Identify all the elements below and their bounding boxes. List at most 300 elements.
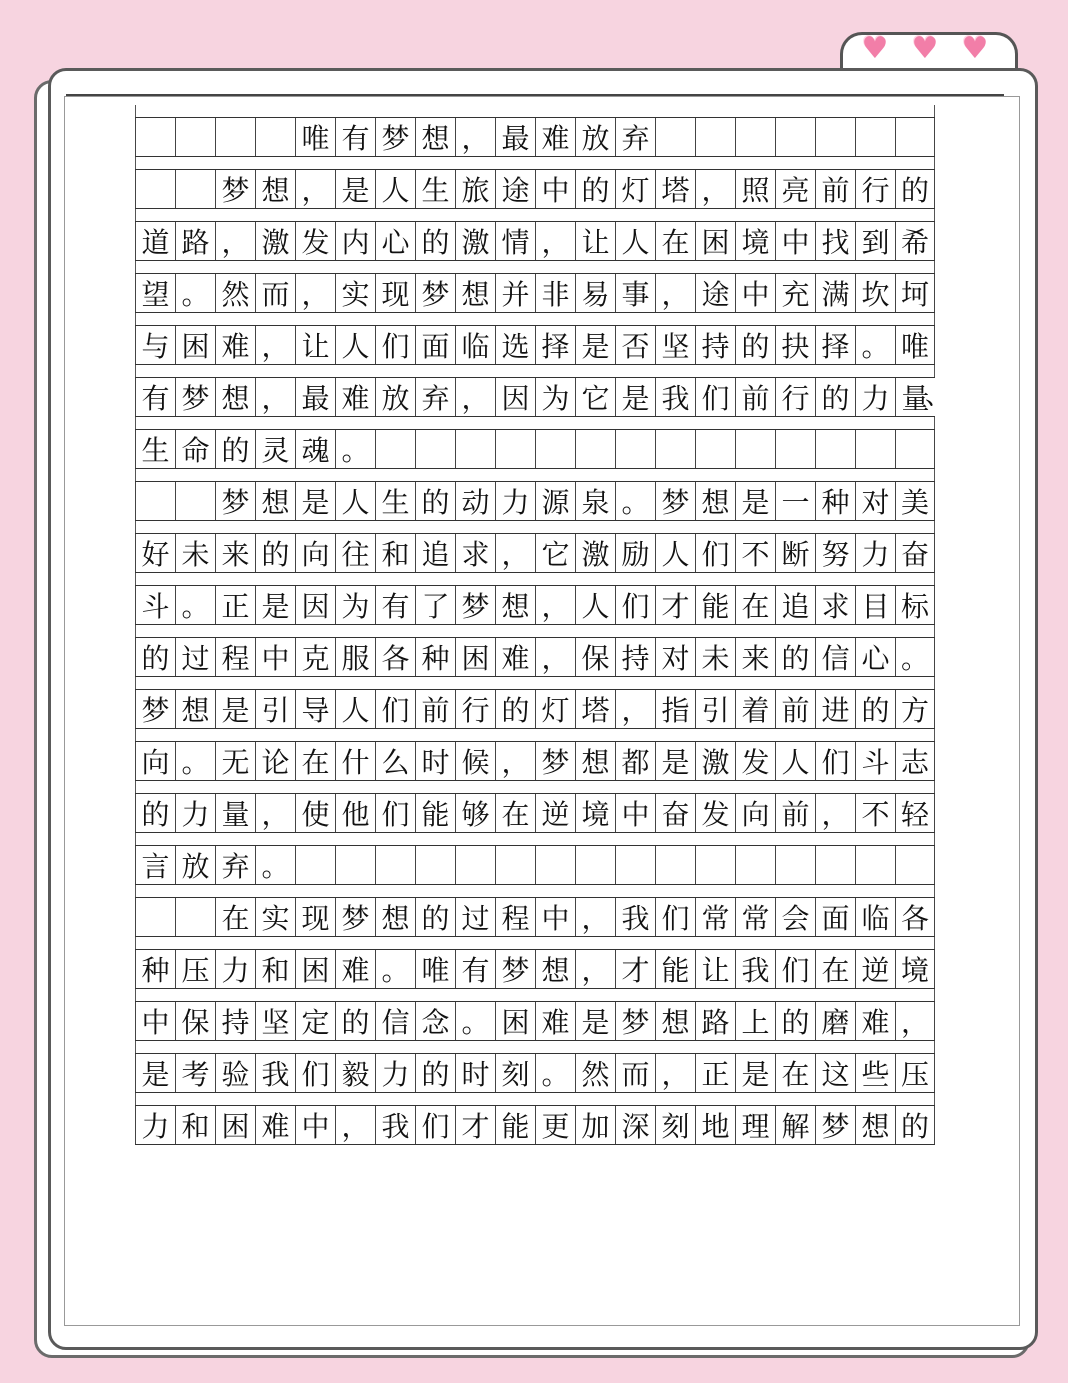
grid-cell: 梦 xyxy=(375,118,415,156)
grid-cell: 念 xyxy=(415,1002,455,1040)
grid-cell: 坚 xyxy=(655,326,695,364)
grid-cell: 放 xyxy=(375,378,415,416)
grid-cell: 这 xyxy=(815,1054,855,1092)
grid-cell xyxy=(815,846,855,884)
grid-cell: ， xyxy=(255,326,295,364)
grid-cell: ， xyxy=(575,898,615,936)
grid-cell: 的 xyxy=(415,482,455,520)
grid-cell: 难 xyxy=(535,1002,575,1040)
grid-cell: 往 xyxy=(335,534,375,572)
grid-cell: 为 xyxy=(335,586,375,624)
grid-cell: 努 xyxy=(815,534,855,572)
grid-cell: 然 xyxy=(575,1054,615,1092)
grid-cell: 困 xyxy=(295,950,335,988)
grid-cell: 想 xyxy=(415,118,455,156)
grid-cell: 行 xyxy=(775,378,815,416)
grid-cell: 中 xyxy=(535,898,575,936)
grid-cell: 能 xyxy=(415,794,455,832)
grid-cell: 路 xyxy=(695,1002,735,1040)
grid-cell: 斗 xyxy=(855,742,895,780)
grid-cell: ， xyxy=(495,534,535,572)
grid-cell: 动 xyxy=(455,482,495,520)
grid-cell: 的 xyxy=(135,638,175,676)
grid-cell: 解 xyxy=(775,1106,815,1144)
grid-cell: 无 xyxy=(215,742,255,780)
grid-cell: 们 xyxy=(695,534,735,572)
grid-cell xyxy=(735,846,775,884)
grid-cell: 种 xyxy=(815,482,855,520)
grid-cell: 。 xyxy=(895,638,935,676)
grid-cell: ， xyxy=(575,950,615,988)
grid-cell: 斗 xyxy=(135,586,175,624)
grid-cell: 我 xyxy=(735,950,775,988)
grid-cell: 们 xyxy=(695,378,735,416)
grid-cell: 中 xyxy=(295,1106,335,1144)
grid-cell: 是 xyxy=(255,586,295,624)
grid-cell: 易 xyxy=(575,274,615,312)
grid-cell xyxy=(815,430,855,468)
grid-cell xyxy=(175,482,215,520)
grid-cell: 在 xyxy=(495,794,535,832)
grid-cell: 力 xyxy=(495,482,535,520)
grid-cell: 让 xyxy=(575,222,615,260)
grid-cell: 中 xyxy=(255,638,295,676)
grid-cell: 什 xyxy=(335,742,375,780)
grid-cell xyxy=(415,846,455,884)
grid-cell: 才 xyxy=(455,1106,495,1144)
row-gap xyxy=(135,937,935,949)
grid-cell: 择 xyxy=(815,326,855,364)
grid-cell: 刻 xyxy=(655,1106,695,1144)
grid-cell: 是 xyxy=(735,482,775,520)
row-gap xyxy=(135,417,935,429)
grid-cell: 。 xyxy=(855,326,895,364)
grid-cell: 使 xyxy=(295,794,335,832)
grid-cell: 言 xyxy=(135,846,175,884)
grid-cell: 发 xyxy=(295,222,335,260)
grid-cell: 力 xyxy=(135,1106,175,1144)
grid-cell: 的 xyxy=(415,222,455,260)
grid-cell: 引 xyxy=(255,690,295,728)
grid-cell: 想 xyxy=(215,378,255,416)
grid-cell: 力 xyxy=(175,794,215,832)
grid-cell: 而 xyxy=(255,274,295,312)
grid-cell: 持 xyxy=(215,1002,255,1040)
grid-cell xyxy=(575,846,615,884)
grid-cell xyxy=(375,430,415,468)
grid-cell: 程 xyxy=(215,638,255,676)
grid-cell xyxy=(455,430,495,468)
grid-cell: 路 xyxy=(175,222,215,260)
grid-cell: 灯 xyxy=(615,170,655,208)
grid-cell: 是 xyxy=(135,1054,175,1092)
grid-cell: 对 xyxy=(655,638,695,676)
essay-text-row xyxy=(135,689,935,729)
grid-cell: 前 xyxy=(735,378,775,416)
grid-cell: 让 xyxy=(295,326,335,364)
grid-cell xyxy=(695,430,735,468)
grid-cell: 梦 xyxy=(535,742,575,780)
essay-text-row xyxy=(135,793,935,833)
grid-cell: 梦 xyxy=(455,586,495,624)
essay-text-row xyxy=(135,585,935,625)
grid-cell: 行 xyxy=(855,170,895,208)
grid-cell: 前 xyxy=(815,170,855,208)
grid-cell: ， xyxy=(815,794,855,832)
grid-cell: 人 xyxy=(335,482,375,520)
grid-cell: 的 xyxy=(215,430,255,468)
grid-cell: 的 xyxy=(895,1106,935,1144)
grid-cell: 才 xyxy=(655,586,695,624)
grid-cell: 生 xyxy=(375,482,415,520)
grid-cell: 是 xyxy=(575,326,615,364)
grid-cell xyxy=(895,118,935,156)
grid-cell: 因 xyxy=(295,586,335,624)
grid-cell: 过 xyxy=(455,898,495,936)
essay-text-row xyxy=(135,897,935,937)
grid-cell: 难 xyxy=(535,118,575,156)
grid-cell: 。 xyxy=(535,1054,575,1092)
grid-cell: 激 xyxy=(455,222,495,260)
grid-cell: 梦 xyxy=(335,898,375,936)
row-gap xyxy=(135,1093,935,1105)
grid-cell: ， xyxy=(295,274,335,312)
grid-cell: 一 xyxy=(775,482,815,520)
grid-cell: 中 xyxy=(535,170,575,208)
grid-cell: ， xyxy=(335,1106,375,1144)
grid-cell: 梦 xyxy=(215,170,255,208)
grid-cell: 弃 xyxy=(415,378,455,416)
grid-cell: 命 xyxy=(175,430,215,468)
grid-cell: 信 xyxy=(375,1002,415,1040)
grid-cell xyxy=(655,430,695,468)
grid-cell: 在 xyxy=(815,950,855,988)
grid-cell: 美 xyxy=(895,482,935,520)
grid-cell: 唯 xyxy=(295,118,335,156)
grid-cell: 坷 xyxy=(895,274,935,312)
row-gap xyxy=(135,625,935,637)
grid-cell: 种 xyxy=(135,950,175,988)
grid-cell: 进 xyxy=(815,690,855,728)
grid-cell: 梦 xyxy=(415,274,455,312)
grid-cell: 和 xyxy=(175,1106,215,1144)
grid-cell: 让 xyxy=(695,950,735,988)
grid-cell: 力 xyxy=(215,950,255,988)
grid-cell: 境 xyxy=(575,794,615,832)
grid-cell: 。 xyxy=(175,742,215,780)
grid-cell: 梦 xyxy=(495,950,535,988)
grid-cell: 常 xyxy=(695,898,735,936)
grid-cell: 标 xyxy=(895,586,935,624)
grid-cell: 中 xyxy=(775,222,815,260)
grid-cell: 才 xyxy=(615,950,655,988)
grid-cell: 是 xyxy=(655,742,695,780)
grid-cell: 境 xyxy=(895,950,935,988)
grid-cell xyxy=(135,170,175,208)
grid-cell: 梦 xyxy=(215,482,255,520)
essay-text-row xyxy=(135,273,935,313)
grid-cell: 人 xyxy=(335,690,375,728)
essay-text-row xyxy=(135,1105,935,1145)
grid-cell: 困 xyxy=(215,1106,255,1144)
grid-cell: 灵 xyxy=(255,430,295,468)
grid-cell: ， xyxy=(255,794,295,832)
grid-cell: 轻 xyxy=(895,794,935,832)
grid-cell: 目 xyxy=(855,586,895,624)
heart-icon: ♥ xyxy=(911,31,939,66)
grid-cell xyxy=(135,482,175,520)
grid-cell: 向 xyxy=(295,534,335,572)
grid-cell: 向 xyxy=(135,742,175,780)
grid-cell: 最 xyxy=(295,378,335,416)
grid-cell: 唯 xyxy=(415,950,455,988)
row-gap xyxy=(135,1041,935,1053)
heart-icon: ♥ xyxy=(961,31,989,66)
grid-cell: 未 xyxy=(695,638,735,676)
grid-cell: 因 xyxy=(495,378,535,416)
grid-cell: 能 xyxy=(695,586,735,624)
grid-cell: 择 xyxy=(535,326,575,364)
grid-cell: 而 xyxy=(615,1054,655,1092)
grid-cell: 泉 xyxy=(575,482,615,520)
grid-cell: 是 xyxy=(215,690,255,728)
grid-cell: 的 xyxy=(255,534,295,572)
grid-cell: 保 xyxy=(575,638,615,676)
grid-cell: 有 xyxy=(455,950,495,988)
row-gap xyxy=(135,313,935,325)
grid-cell: 么 xyxy=(375,742,415,780)
essay-text-row xyxy=(135,741,935,781)
grid-cell: 人 xyxy=(775,742,815,780)
grid-cell: 求 xyxy=(455,534,495,572)
essay-text-row xyxy=(135,845,935,885)
grid-cell: 持 xyxy=(615,638,655,676)
grid-cell: 情 xyxy=(495,222,535,260)
grid-cell: 求 xyxy=(815,586,855,624)
grid-cell: 量 xyxy=(215,794,255,832)
grid-cell: 。 xyxy=(375,950,415,988)
grid-cell: 上 xyxy=(735,1002,775,1040)
grid-cell: 持 xyxy=(695,326,735,364)
grid-cell: 难 xyxy=(495,638,535,676)
grid-cell: 发 xyxy=(695,794,735,832)
grid-cell: 他 xyxy=(335,794,375,832)
grid-cell: 中 xyxy=(135,1002,175,1040)
grid-cell: 激 xyxy=(575,534,615,572)
grid-cell: ， xyxy=(495,742,535,780)
grid-cell: ， xyxy=(295,170,335,208)
grid-cell: 临 xyxy=(455,326,495,364)
grid-cell: 奋 xyxy=(895,534,935,572)
grid-cell: 断 xyxy=(775,534,815,572)
grid-cell: 塔 xyxy=(655,170,695,208)
grid-cell: 们 xyxy=(415,1106,455,1144)
grid-cell: 前 xyxy=(775,690,815,728)
grid-cell xyxy=(135,118,175,156)
grid-cell: 。 xyxy=(255,846,295,884)
grid-cell: 想 xyxy=(375,898,415,936)
row-gap xyxy=(135,573,935,585)
grid-cell: 奋 xyxy=(655,794,695,832)
grid-cell: 。 xyxy=(175,274,215,312)
grid-cell: 找 xyxy=(815,222,855,260)
grid-cell: ， xyxy=(535,638,575,676)
grid-cell: 中 xyxy=(615,794,655,832)
row-gap xyxy=(135,365,935,377)
grid-cell: 梦 xyxy=(175,378,215,416)
grid-cell: 够 xyxy=(455,794,495,832)
grid-cell: 有 xyxy=(135,378,175,416)
grid-cell: 候 xyxy=(455,742,495,780)
grid-cell: 唯 xyxy=(895,326,935,364)
grid-cell: 我 xyxy=(615,898,655,936)
grid-cell: 加 xyxy=(575,1106,615,1144)
grid-cell: 发 xyxy=(735,742,775,780)
grid-cell: 它 xyxy=(575,378,615,416)
grid-cell xyxy=(735,430,775,468)
grid-cell: 对 xyxy=(855,482,895,520)
grid-cell: 心 xyxy=(855,638,895,676)
grid-cell: 想 xyxy=(535,950,575,988)
grid-cell: 行 xyxy=(455,690,495,728)
page-cut xyxy=(65,1319,1019,1325)
row-gap xyxy=(135,781,935,793)
grid-cell: 难 xyxy=(255,1106,295,1144)
grid-cell: 和 xyxy=(255,950,295,988)
grid-cell: 是 xyxy=(575,1002,615,1040)
grid-cell: 在 xyxy=(215,898,255,936)
grid-cell: 选 xyxy=(495,326,535,364)
grid-cell: 们 xyxy=(295,1054,335,1092)
grid-cell xyxy=(175,898,215,936)
row-gap xyxy=(135,105,935,117)
grid-cell xyxy=(655,846,695,884)
grid-cell: 会 xyxy=(775,898,815,936)
grid-cell: 的 xyxy=(895,170,935,208)
grid-cell xyxy=(535,846,575,884)
grid-cell: 的 xyxy=(495,690,535,728)
essay-text-row xyxy=(135,169,935,209)
grid-cell: 现 xyxy=(375,274,415,312)
grid-cell xyxy=(855,430,895,468)
grid-cell: 困 xyxy=(495,1002,535,1040)
grid-cell: 保 xyxy=(175,1002,215,1040)
grid-cell: 现 xyxy=(295,898,335,936)
grid-cell xyxy=(415,430,455,468)
grid-cell: 想 xyxy=(455,274,495,312)
grid-cell: 力 xyxy=(375,1054,415,1092)
grid-cell: ， xyxy=(455,118,495,156)
row-gap xyxy=(135,157,935,169)
grid-cell: 充 xyxy=(775,274,815,312)
grid-cell: 到 xyxy=(855,222,895,260)
row-gap xyxy=(135,209,935,221)
row-gap xyxy=(135,261,935,273)
grid-cell: 有 xyxy=(375,586,415,624)
grid-cell: 与 xyxy=(135,326,175,364)
manuscript-grid xyxy=(135,105,951,1145)
grid-cell: 克 xyxy=(295,638,335,676)
grid-cell: 的 xyxy=(335,1002,375,1040)
grid-cell: 不 xyxy=(735,534,775,572)
essay-text-row xyxy=(135,377,951,417)
grid-cell: 人 xyxy=(375,170,415,208)
grid-cell xyxy=(175,118,215,156)
grid-cell: 更 xyxy=(535,1106,575,1144)
grid-cell: 。 xyxy=(175,586,215,624)
grid-cell: 来 xyxy=(215,534,255,572)
grid-cell: 各 xyxy=(895,898,935,936)
essay-title-row xyxy=(135,117,935,157)
grid-cell xyxy=(615,846,655,884)
grid-cell: 想 xyxy=(695,482,735,520)
grid-cell: 们 xyxy=(815,742,855,780)
grid-cell: 在 xyxy=(655,222,695,260)
grid-cell: 道 xyxy=(135,222,175,260)
grid-cell: 们 xyxy=(655,898,695,936)
grid-cell: 志 xyxy=(895,742,935,780)
grid-cell xyxy=(895,430,935,468)
grid-cell: 地 xyxy=(695,1106,735,1144)
grid-cell: 坚 xyxy=(255,1002,295,1040)
grid-cell: ， xyxy=(895,1002,935,1040)
grid-cell: 难 xyxy=(215,326,255,364)
grid-cell: 理 xyxy=(735,1106,775,1144)
grid-cell xyxy=(775,430,815,468)
grid-cell: 的 xyxy=(735,326,775,364)
grid-cell: 信 xyxy=(815,638,855,676)
grid-cell: 人 xyxy=(335,326,375,364)
grid-cell: 在 xyxy=(735,586,775,624)
grid-cell: 正 xyxy=(215,586,255,624)
row-gap xyxy=(135,989,935,1001)
grid-cell xyxy=(775,118,815,156)
grid-cell: 想 xyxy=(495,586,535,624)
grid-cell: 为 xyxy=(535,378,575,416)
grid-cell: 们 xyxy=(375,690,415,728)
grid-cell: 的 xyxy=(815,378,855,416)
grid-cell: 能 xyxy=(655,950,695,988)
grid-cell xyxy=(495,846,535,884)
grid-cell: ， xyxy=(535,222,575,260)
grid-cell: 励 xyxy=(615,534,655,572)
grid-cell: 困 xyxy=(695,222,735,260)
grid-cell: 它 xyxy=(535,534,575,572)
grid-cell: 梦 xyxy=(815,1106,855,1144)
essay-text-row xyxy=(135,949,935,989)
essay-paper xyxy=(64,96,1020,1326)
grid-cell: 梦 xyxy=(655,482,695,520)
grid-cell: ， xyxy=(455,378,495,416)
grid-cell: 些 xyxy=(855,1054,895,1092)
grid-cell: 是 xyxy=(615,378,655,416)
grid-cell: ， xyxy=(695,170,735,208)
grid-cell: 的 xyxy=(775,638,815,676)
grid-cell xyxy=(855,118,895,156)
grid-cell: 时 xyxy=(455,1054,495,1092)
grid-cell: 种 xyxy=(415,638,455,676)
grid-cell: 向 xyxy=(735,794,775,832)
grid-cell: 梦 xyxy=(135,690,175,728)
grid-cell: 难 xyxy=(335,950,375,988)
grid-cell: 前 xyxy=(415,690,455,728)
grid-cell xyxy=(575,430,615,468)
grid-cell: 实 xyxy=(335,274,375,312)
grid-cell: 梦 xyxy=(615,1002,655,1040)
grid-cell: ， xyxy=(215,222,255,260)
grid-cell: 的 xyxy=(135,794,175,832)
grid-cell: 中 xyxy=(735,274,775,312)
